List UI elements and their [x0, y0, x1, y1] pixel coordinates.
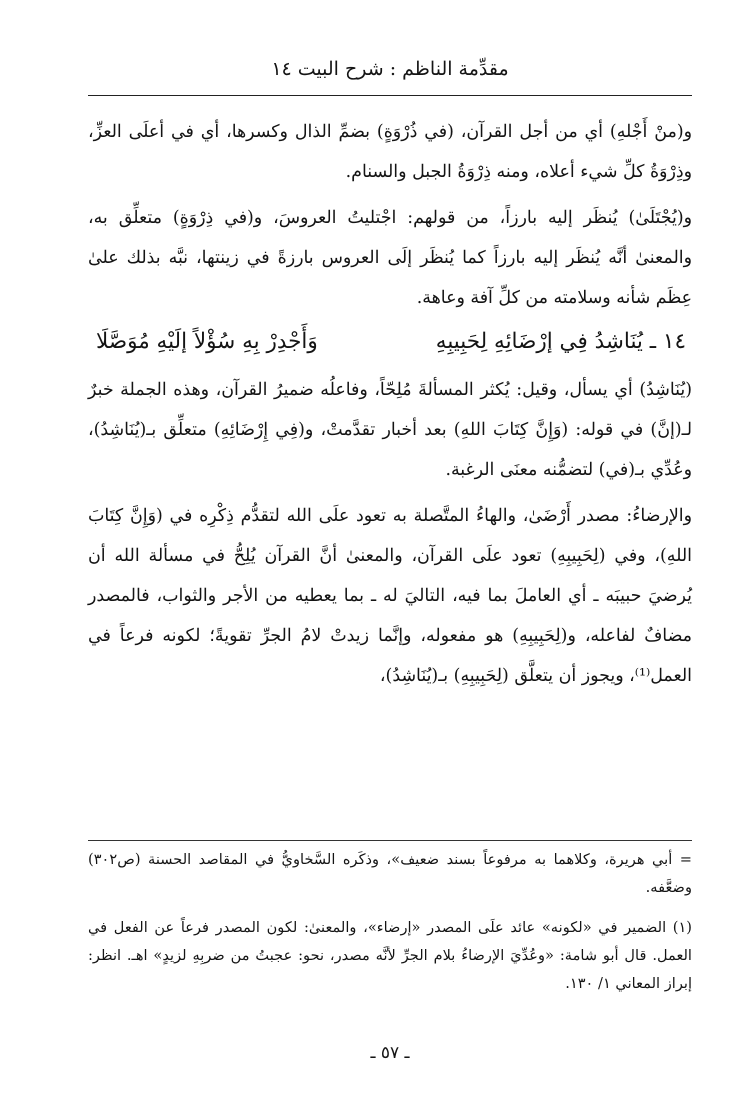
- main-text: [88, 112, 692, 696]
- header-divider: [88, 95, 692, 96]
- verse-second-hemistich: وَأَجْدِرْ بِهِ سُؤْلاً إلَيْهِ مُوَصَّلَا: [96, 329, 318, 354]
- body-paragraph: والإرضاءُ: مصدر أَرْضَىٰ، والهاءُ المتَّصلة به تعود علَى الله لتقدُّم ذِكْرِه في (وَإِنَّ كِتَابَ اللهِ)، وفي (لِحَبِيبِهِ) تعود علَى القرآن، والمعنىٰ أنَّ القرآن يُلِحُّ في مسألة الله أن يُرضيَ حبيبَه ـ أي العاملَ بما فيه، التاليَ له ـ بما يعطيه من الأجر والثواب، فالمصدر مضافٌ لفاعله، و(لِحَبِيبِهِ) هو مفعوله، وإنَّما زيدتْ لامُ الجرِّ تقويةً؛ لكونه فرعاً في العمل⁽¹⁾، ويجوز أن يتعلَّق (لِحَبِيبِهِ) بـ(يُنَاشِدُ)،: [88, 506, 692, 686]
- verse-first-hemistich: ١٤ ـ يُنَاشِدُ فِي إرْضَائِهِ لِحَبِيبِهِ: [435, 329, 686, 354]
- page-number: ـ ٥٧ ـ: [370, 1043, 410, 1063]
- poem-verse: [96, 320, 686, 364]
- running-header: مقدِّمة الناظم : شرح البيت ١٤: [271, 58, 509, 80]
- footnotes: [88, 846, 692, 998]
- footnote-divider: [88, 840, 692, 841]
- body-paragraph: (يُنَاشِدُ) أي يسأل، وقيل: يُكثر المسألةَ مُلِحّاً، وفاعلُه ضميرُ القرآن، وهذه الجملة خبرٌ لـ(إنَّ) في قوله: (وَإِنَّ كِتَابَ اللهِ) بعد أخبار تقدَّمتْ، و(فِي إِرْضَائِهِ) متعلِّق بـ(يُنَاشِدُ)، وعُدِّي بـ(في) لتضمُّنه معنَى الرغبة.: [88, 380, 692, 480]
- book-page: [88, 40, 692, 1080]
- footnote-continuation: = أبي هريرة، وكلاهما به مرفوعاً بسند ضعيف»، وذكَره السَّخاويُّ في المقاصد الحسنة (ص٣٠٢) وضعَّفه.: [88, 851, 692, 896]
- body-paragraph: و(يُجْتَلَىٰ) يُنظَر إليه بارزاً، من قولهم: اجْتليتُ العروسَ، و(في ذِرْوَةٍ) متعلِّق به، والمعنىٰ أنَّه يُنظَر إليه بارزاً كما يُنظَر إلَى العروس بارزةً في زينتها، نبَّه بذلك علىٰ عِظَم شأنه وسلامته من كلِّ آفة وعاهة.: [88, 208, 692, 308]
- footnote: (١) الضمير في «لكونه» عائد علَى المصدر «إرضاء»، والمعنىٰ: لكون المصدر فرعاً عن الفعل في العمل. قال أبو شامة: «وعُدِّيَ الإرضاءُ بلام الجرِّ لأنَّه مصدر، نحو: عجبتُ من ضربِهِ لزيدٍ» اهـ. انظر: إبراز المعاني ١/ ١٣٠.: [88, 919, 692, 992]
- body-paragraph: و(منْ أَجْلهِ) أي من أجل القرآن، (في ذُرْوَةٍ) بضمِّ الذال وكسرها، أي في أعلَى العزِّ، وذِرْوَةُ كلِّ شيء أعلاه، ومنه ذِرْوَةُ الجبل والسنام.: [88, 122, 692, 182]
